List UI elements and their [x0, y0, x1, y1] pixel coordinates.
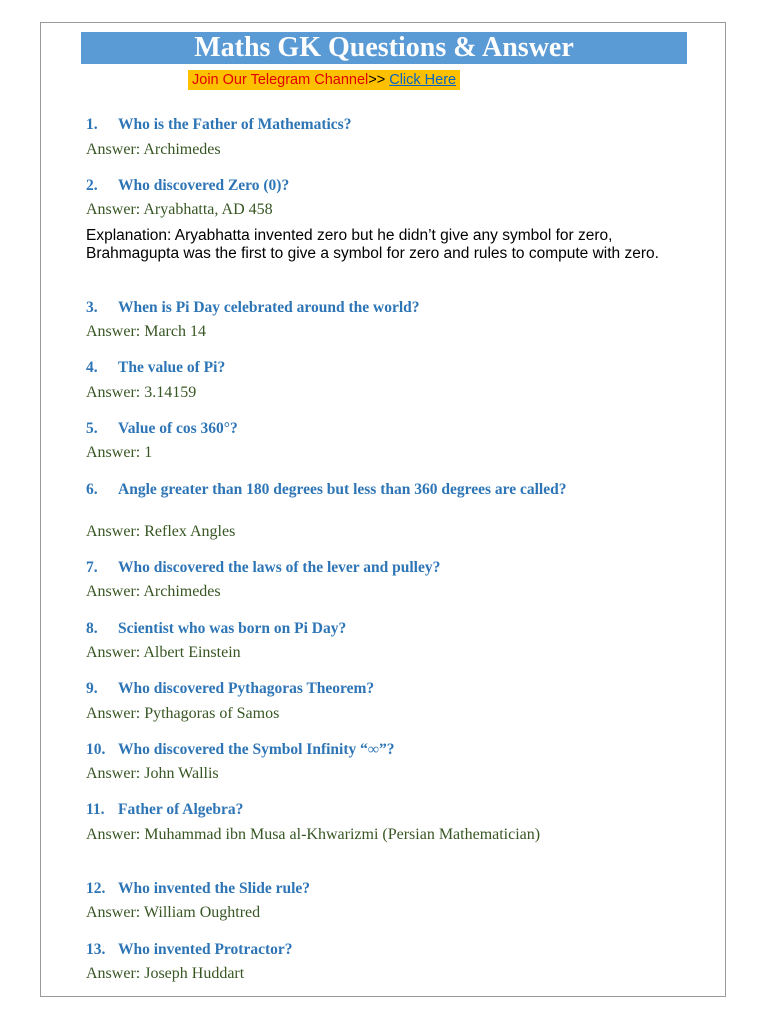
- question: [86, 359, 626, 377]
- question-number: 2.: [86, 177, 98, 194]
- question-number: 12.: [86, 880, 106, 897]
- question-number: 7.: [86, 559, 98, 576]
- question-text: Who is the Father of Mathematics?: [118, 116, 352, 133]
- question: [86, 420, 626, 438]
- question: [86, 741, 626, 759]
- question-text: When is Pi Day celebrated around the world?: [118, 299, 420, 316]
- question-number: 5.: [86, 420, 98, 437]
- answer: Answer: 3.14159: [86, 384, 197, 401]
- question: [86, 941, 626, 959]
- answer: Answer: March 14: [86, 323, 206, 340]
- telegram-arrows: >>: [368, 72, 386, 88]
- question-text: The value of Pi?: [118, 359, 226, 376]
- question-number: 10.: [86, 741, 106, 758]
- page-title: Maths GK Questions & Answer: [81, 32, 687, 64]
- question: [86, 880, 626, 898]
- telegram-banner: [188, 70, 460, 90]
- answer: Answer: Archimedes: [86, 583, 221, 600]
- answer: Answer: Aryabhatta, AD 458: [86, 201, 273, 218]
- answer: Answer: Pythagoras of Samos: [86, 705, 280, 722]
- answer: Answer: Albert Einstein: [86, 644, 241, 661]
- question: [86, 481, 626, 499]
- question-number: 11.: [86, 801, 105, 818]
- question-text: Father of Algebra?: [118, 801, 244, 818]
- answer: Answer: 1: [86, 444, 153, 461]
- question: [86, 299, 626, 317]
- page-border: [40, 22, 726, 997]
- question-text: Who invented the Slide rule?: [118, 880, 311, 897]
- question-text: Who discovered the Symbol Infinity “∞”?: [118, 741, 395, 758]
- question: [86, 177, 626, 195]
- question-text: Scientist who was born on Pi Day?: [118, 620, 347, 637]
- answer: Answer: Joseph Huddart: [86, 965, 245, 982]
- question-text: Who invented Protractor?: [118, 941, 293, 958]
- answer: Answer: Reflex Angles: [86, 523, 236, 540]
- answer: Answer: John Wallis: [86, 765, 219, 782]
- question: [86, 116, 626, 134]
- question-number: 3.: [86, 299, 98, 316]
- question-number: 1.: [86, 116, 98, 133]
- question-number: 13.: [86, 941, 106, 958]
- question: [86, 801, 626, 819]
- question-number: 4.: [86, 359, 98, 376]
- question: [86, 620, 626, 638]
- question-text: Value of cos 360°?: [118, 420, 238, 437]
- question-text: Who discovered Zero (0)?: [118, 177, 290, 194]
- question-text: Who discovered Pythagoras Theorem?: [118, 680, 375, 697]
- question-number: 8.: [86, 620, 98, 637]
- answer: Answer: Muhammad ibn Musa al-Khwarizmi (Persian Mathematician): [86, 826, 541, 843]
- click-here-link[interactable]: Click Here: [389, 72, 457, 88]
- question: [86, 559, 626, 577]
- question-text: Who discovered the laws of the lever and pulley?: [118, 559, 441, 576]
- answer: Answer: William Oughtred: [86, 904, 261, 921]
- question-number: 9.: [86, 680, 98, 697]
- question-text: Angle greater than 180 degrees but less than 360 degrees are called?: [118, 481, 567, 498]
- explanation: Explanation: Aryabhatta invented zero but he didn’t give any symbol for zero, Brahmagupta was the first to give a symbol for zero and rules to compute with zero.: [86, 227, 659, 262]
- question-number: 6.: [86, 481, 98, 498]
- question: [86, 680, 626, 698]
- answer: Answer: Archimedes: [86, 141, 221, 158]
- telegram-text: Join Our Telegram Channel: [192, 72, 369, 88]
